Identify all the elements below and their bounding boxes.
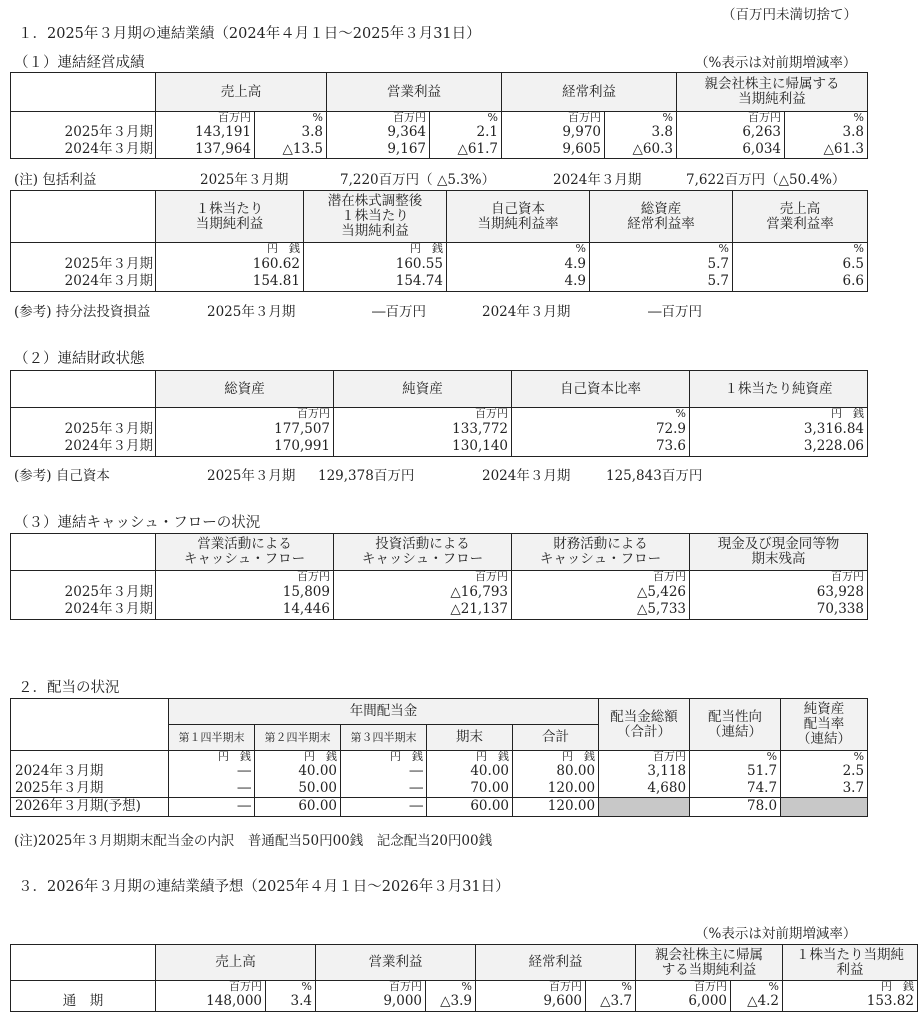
header-equity-ratio: 自己資本比率 (512, 371, 690, 408)
equity-capital-value-2: 125,843百万円 (606, 468, 703, 484)
forecast-doe-blank (781, 797, 868, 816)
header-roa: 総資産 経常利益率 (590, 191, 733, 243)
comprehensive-income-value-2: 7,622百万円（△50.4%） (686, 172, 846, 188)
table-row: 2025年３月期 15,809 △16,793 △5,426 63,928 (11, 583, 868, 601)
table-row: 通 期 148,000 3.4 9,000 △3.9 9,600 △3.7 6,000 △4.2 153.82 (11, 993, 918, 1011)
table-row: 2025年３月期 143,191 3.8 9,364 2.1 9,970 3.8 6,263 3.8 (11, 124, 868, 141)
table-row: 2025年３月期 160.62 160.55 4.9 5.7 6.5 (11, 255, 868, 273)
table-row: 2026年３月期(予想) ― 60.00 ― 60.00 120.00 78.0 (11, 797, 868, 816)
equity-method-value-2: ―百万円 (648, 304, 702, 320)
header-annual-dividend: 年間配当金 (169, 699, 599, 725)
financial-position-table: 総資産 純資産 自己資本比率 １株当たり純資産 百万円 百万円 % 円 銭 2025年３月期 177,507 133,772 72.9 3,316.84 2024年３月期 170,991 130,140 73.6 3,228.06 (10, 370, 868, 457)
equity-capital-period-2: 2024年３月期 (482, 468, 571, 484)
header-investing-cf: 投資活動による キャッシュ・フロー (334, 534, 512, 571)
header-operating-margin: 売上高 営業利益率 (733, 191, 868, 243)
header-sales: 売上高 (156, 73, 327, 112)
forecast-header-ordinary-income: 経常利益 (476, 945, 636, 981)
forecast-header-net-income: 親会社株主に帰属 する当期純利益 (636, 945, 783, 981)
header-q3: 第３四半期末 (341, 725, 427, 751)
operating-results-table: 売上高 営業利益 経常利益 親会社株主に帰属する 当期純利益 百万円 % 百万円 % 百万円 % 百万円 % 2025年３月期 143,191 3.8 9,364 2.1 9,970 3.8 6,263 3.8 2024年３月期 137,964 △13.5 9,167 △61.7 9,605 △60.3 6,034 △61.3 (10, 72, 868, 159)
header-sum: 合計 (513, 725, 599, 751)
header-operating-income: 営業利益 (327, 73, 502, 112)
header-cash-balance: 現金及び現金同等物 期末残高 (690, 534, 868, 571)
header-q2: 第２四半期末 (255, 725, 341, 751)
forecast-percent-note: （%表示は対前期増減率） (695, 926, 857, 942)
equity-method-label: (参考) 持分法投資損益 (14, 304, 151, 320)
header-doe: 純資産 配当率 （連結） (781, 699, 868, 751)
table-row: 2025年３月期 177,507 133,772 72.9 3,316.84 (11, 420, 868, 438)
forecast-header-operating-income: 営業利益 (316, 945, 476, 981)
equity-capital-period-1: 2025年３月期 (207, 468, 296, 484)
equity-method-period-2: 2024年３月期 (482, 304, 571, 320)
equity-method-period-1: 2025年３月期 (207, 304, 296, 320)
financial-position-title: （２）連結財政状態 (14, 351, 145, 367)
header-diluted-eps: 潜在株式調整後 １株当たり 当期純利益 (304, 191, 447, 243)
percent-note: （%表示は対前期増減率） (695, 55, 857, 71)
header-q1: 第１四半期末 (169, 725, 255, 751)
equity-capital-value-1: 129,378百万円 (318, 468, 415, 484)
dividends-title: ２．配当の状況 (18, 680, 120, 696)
header-payout-ratio: 配当性向 （連結） (690, 699, 781, 751)
header-total-dividend: 配当金総額 （合計） (599, 699, 690, 751)
header-operating-cf: 営業活動による キャッシュ・フロー (156, 534, 334, 571)
table-row: 2024年３月期 170,991 130,140 73.6 3,228.06 (11, 438, 868, 456)
forecast-total-blank (599, 797, 690, 816)
per-share-table: １株当たり 当期純利益 潜在株式調整後 １株当たり 当期純利益 自己資本 当期純利益率 総資産 経常利益率 売上高 営業利益率 円 銭 円 銭 % % % 2025年３月期 160.62 160.55 4.9 5.7 6.5 2024年３月期 154.81 154.74 4.9 5.7 6.6 (10, 190, 868, 292)
unit-note: （百万円未満切捨て） (722, 7, 857, 23)
forecast-header-sales: 売上高 (156, 945, 316, 981)
subsection-operating-results-title: （１）連結経営成績 (14, 55, 145, 71)
comprehensive-income-value-1: 7,220百万円（ △5.3%） (340, 172, 496, 188)
header-ordinary-income: 経常利益 (502, 73, 677, 112)
table-row: 2024年３月期 14,446 △21,137 △5,733 70,338 (11, 601, 868, 619)
header-eps: １株当たり 当期純利益 (156, 191, 304, 243)
comprehensive-income-period-2: 2024年３月期 (553, 172, 642, 188)
table-row: 2024年３月期 154.81 154.74 4.9 5.7 6.6 (11, 273, 868, 291)
table-row: 2025年３月期 ― 50.00 ― 70.00 120.00 4,680 74.7 3.7 (11, 780, 868, 797)
section-1-title: １．2025年３月期の連結業績（2024年４月１日～2025年３月31日） (18, 26, 481, 42)
comprehensive-income-label: (注) 包括利益 (14, 172, 97, 188)
header-blank (11, 73, 156, 112)
table-row: 2024年３月期 137,964 △13.5 9,167 △61.7 9,605 △60.3 6,034 △61.3 (11, 141, 868, 158)
cash-flow-table: 営業活動による キャッシュ・フロー 投資活動による キャッシュ・フロー 財務活動による キャッシュ・フロー 現金及び現金同等物 期末残高 百万円 百万円 百万円 百万円 2025年３月期 15,809 △16,793 △5,426 63,928 2024年３月期 14,446 △21,137 △5,733 70,338 (10, 533, 868, 620)
header-bps: １株当たり純資産 (690, 371, 868, 408)
header-financing-cf: 財務活動による キャッシュ・フロー (512, 534, 690, 571)
forecast-header-eps: １株当たり当期純 利益 (783, 945, 918, 981)
equity-capital-label: (参考) 自己資本 (14, 468, 110, 484)
header-net-income: 親会社株主に帰属する 当期純利益 (677, 73, 868, 112)
equity-method-value-1: ―百万円 (372, 304, 426, 320)
cash-flow-title: （３）連結キャッシュ・フローの状況 (14, 515, 261, 531)
forecast-title: ３．2026年３月期の連結業績予想（2025年４月１日～2026年３月31日） (18, 879, 510, 895)
header-roe: 自己資本 当期純利益率 (447, 191, 590, 243)
dividends-table: 年間配当金 配当金総額 （合計） 配当性向 （連結） 純資産 配当率 （連結） 第１四半期末 第２四半期末 第３四半期末 期末 合計 円 銭 円 銭 円 銭 円 銭 円 銭 百万円 % % 2024年３月期 ― 40.00 ― 40.00 80.00 3,118 51.7 2.5 2025年３月期 ― 50.00 ― 70.00 120.00 4,680 74.7 3.7 2026年３月期(予想) ― 60.00 ― 60.00 120.00 78.0 (10, 698, 868, 817)
header-total-assets: 総資産 (156, 371, 334, 408)
comprehensive-income-period-1: 2025年３月期 (200, 172, 289, 188)
header-year-end: 期末 (427, 725, 513, 751)
table-row: 2024年３月期 ― 40.00 ― 40.00 80.00 3,118 51.7 2.5 (11, 763, 868, 780)
forecast-table: 売上高 営業利益 経常利益 親会社株主に帰属 する当期純利益 １株当たり当期純 利益 百万円 % 百万円 % 百万円 % 百万円 % 円 銭 通 期 148,000 3.4 9,000 △3.9 9,600 △3.7 6,000 △4.2 153.82 (10, 944, 918, 1012)
header-net-assets: 純資産 (334, 371, 512, 408)
dividend-breakdown-note: (注)2025年３月期期末配当金の内訳 普通配当50円00銭 記念配当20円00銭 (14, 833, 493, 849)
